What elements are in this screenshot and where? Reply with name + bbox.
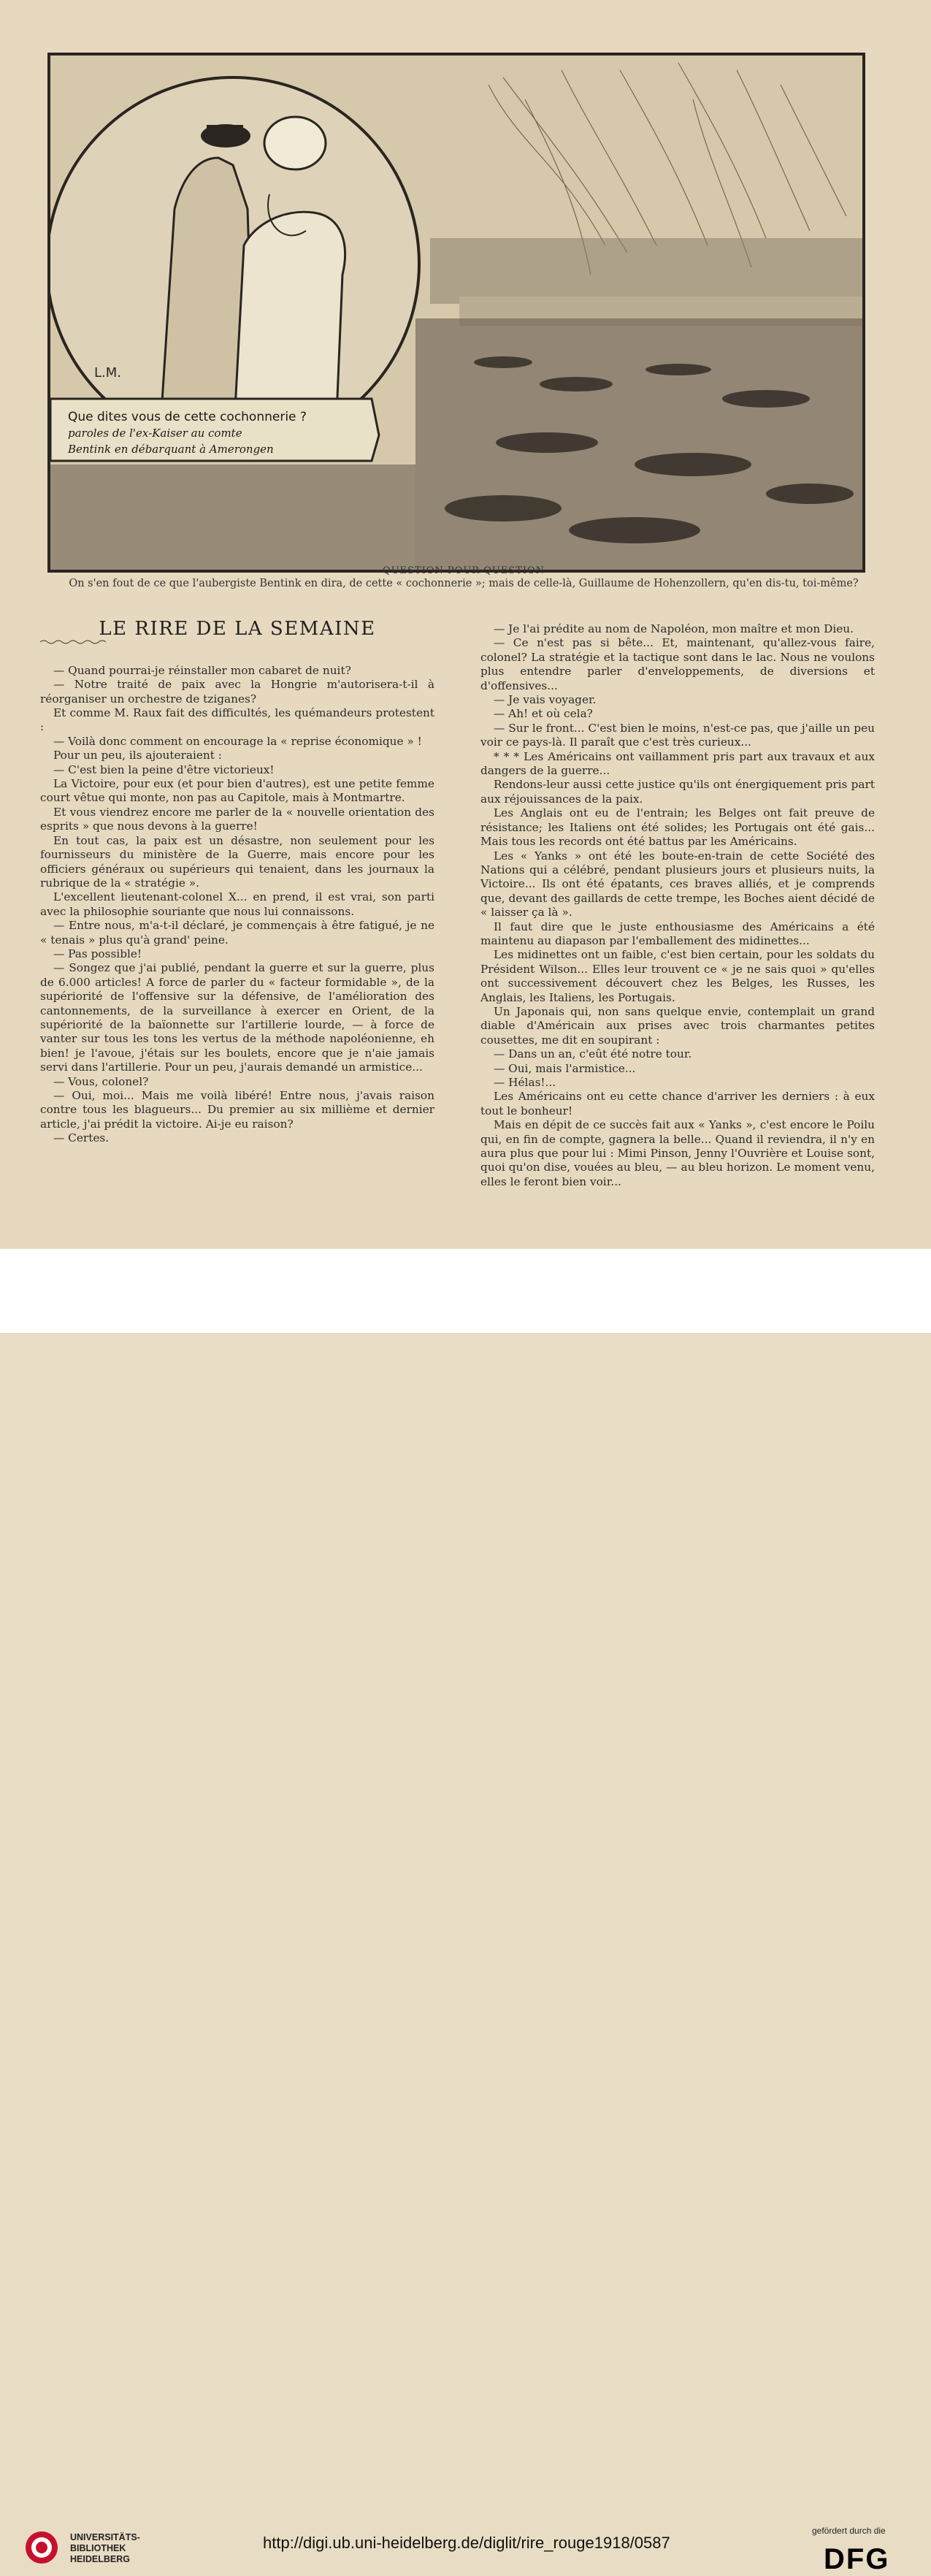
paragraph: Il faut dire que le juste enthousiasme des Américains a été maintenu au diapason par l'emballement des midinettes...	[480, 920, 875, 947]
paragraph: — Hélas!...	[494, 1076, 556, 1089]
paragraph: Et comme M. Raux fait des difficultés, les quémandeurs protestent :	[40, 706, 434, 734]
paragraph: Les midinettes ont un faible, c'est bien certain, pour les soldats du Président Wilson... Elles leur trouvent ce « je ne sais quoi » qu'elles ont successivement découvert chez les Belges, les Russes, les Anglais, les Italiens, les Portugais.	[480, 948, 875, 1004]
article-heading: LE RIRE DE LA SEMAINE	[99, 618, 376, 640]
paragraph: — Quand pourrai-je réinstaller mon cabaret de nuit?	[53, 663, 351, 677]
cartoon-drawing	[50, 56, 862, 570]
paragraph: — Songez que j'ai publié, pendant la guerre et sur la guerre, plus de 6.000 articles! A force de parler du « facteur formidable », de la supériorité de l'offensive sur la défensive, de l'amélioration des cantonnements, de la surveillance à exercer en Orient, de la supériorité de la baïonnette sur l'artillerie lourde, — à force de vanter sur tous les tons les vertus de la méthode napoléonienne, eh bien! je l'avoue, j'étais sur les boulets, encore que je n'aie jamais servi dans l'artillerie. Pour un peu, j'aurais demandé un armistice...	[40, 961, 434, 1074]
paragraph: — Sur le front... C'est bien le moins, n'est-ce pas, que j'aille un peu voir ce pays-là. Il paraît que c'est très curieux...	[480, 721, 875, 749]
dfg-logo: DFG	[824, 2543, 890, 2575]
paragraph: — Ah! et où cela?	[494, 707, 593, 721]
paragraph: — Je vais voyager.	[494, 693, 597, 707]
paragraph: Rendons-leur aussi cette justice qu'ils ont énergiquement pris part aux réjouissances de la paix.	[480, 778, 875, 806]
paragraph: — Vous, colonel?	[53, 1074, 149, 1088]
article-left-column	[40, 618, 434, 1146]
permalink-url[interactable]: http://digi.ub.uni-heidelberg.de/diglit/rire_rouge1918/0587	[263, 2534, 670, 2552]
paragraph: — Voilà donc comment on encourage la « reprise économique » !	[53, 734, 422, 748]
paragraph: L'excellent lieutenant-colonel X... en prend, il est vrai, son parti avec la philosophie souriante que nous lui connaissons.	[40, 890, 434, 918]
institution-name: UNIVERSITÄTS- BIBLIOTHEK HEIDELBERG	[70, 2532, 140, 2564]
paragraph: — Dans un an, c'eût été notre tour.	[494, 1047, 692, 1061]
paragraph: Et vous viendrez encore me parler de la « nouvelle orientation des esprits » que nous devons à la guerre!	[40, 805, 434, 833]
artist-signature: L.M.	[94, 365, 122, 381]
attribution-line-2: Bentink en débarquant à Amerongen	[68, 443, 274, 456]
paragraph: — Ce n'est pas si bête... Et, maintenant, qu'allez-vous faire, colonel? La stratégie et la tactique sont dans le lac. Nous ne voulons plus entendre parler d'enveloppements, de diversions et d'offensives...	[480, 636, 875, 692]
paragraph: — Certes.	[53, 1131, 110, 1145]
digitization-footer	[0, 1249, 931, 2575]
paragraph: Pour un peu, ils ajouteraient :	[53, 749, 222, 763]
university-logo-icon	[25, 2531, 58, 2564]
paragraph: Les Anglais ont eu de l'entrain; les Belges ont fait preuve de résistance; les Italiens ont été solides; les Portugais ont été gais... Mais tous les records ont été battus par les Américains.	[480, 806, 875, 849]
paragraph: Les Américains ont eu cette chance d'arriver les derniers : à eux tout le bonheur!	[480, 1090, 875, 1117]
paragraph: — Oui, moi... Mais me voilà libéré! Entre nous, j'avais raison contre tous les blagueurs... Du premier au six millième et dernier article, j'ai prédit la victoire. Ai-je eu raison?	[40, 1089, 434, 1131]
paragraph: — Notre traité de paix avec la Hongrie m'autorisera-t-il à réorganiser un orchestre de tziganes?	[40, 678, 434, 706]
paragraph: * * * Les Américains ont vaillamment pris part aux travaux et aux dangers de la guerre...	[480, 749, 875, 778]
attribution-line-1: paroles de l'ex-Kaiser au comte	[68, 427, 242, 440]
caption-text: On s'en fout de ce que l'aubergiste Bentink en dira, de cette « cochonnerie »; mais de celle-là, Guillaume de Hohenzollern, qu'en dis-tu, toi-même?	[69, 578, 859, 589]
paragraph: — Pas possible!	[53, 947, 142, 960]
cartoon-illustration	[47, 53, 865, 573]
article-right-column	[480, 622, 875, 1189]
caption-title: QUESTION POUR QUESTION	[382, 565, 545, 576]
funded-by-label: gefördert durch die	[812, 2526, 886, 2536]
paragraph: — Je l'ai prédite au nom de Napoléon, mon maître et mon Dieu.	[494, 622, 854, 635]
heading-ornament	[40, 639, 106, 645]
paragraph: — Oui, mais l'armistice...	[494, 1061, 636, 1075]
paragraph: Les « Yanks » ont été les boute-en-train de cette Société des Nations qui a célébré, pendant plusieurs jours et plusieurs nuits, la Victoire... Ils ont été épatants, ces braves alliés, et je comprends que, devant des gaillards de cette trempe, les Boches aient décidé de « laisser ça là ».	[480, 849, 875, 920]
paragraph: Un Japonais qui, non sans quelque envie, contemplait un grand diable d'Américain aux prises avec trois charmantes petites cousettes, me dit en soupirant :	[480, 1004, 875, 1047]
paragraph: — Entre nous, m'a-t-il déclaré, je commençais à être fatigué, je ne « tenais » plus qu'à grand' peine.	[40, 919, 434, 947]
paragraph: — C'est bien la peine d'être victorieux!	[53, 763, 275, 776]
illustration-caption	[44, 565, 884, 589]
scanned-page	[0, 0, 931, 1249]
speech-line: Que dites vous de cette cochonnerie ?	[68, 410, 307, 424]
paragraph: En tout cas, la paix est un désastre, non seulement pour les fournisseurs du ministère de la Guerre, mais encore pour les officiers généraux ou supérieurs qui tenaient, dans les journaux la rubrique de la « stratégie ».	[40, 833, 434, 890]
paragraph: Mais en dépit de ce succès fait aux « Yanks », c'est encore le Poilu qui, en fin de compte, gagnera la belle... Quand il reviendra, il n'y en aura plus que pour lui : Mimi Pinson, Jenny l'Ouvrière et Louise sont, quoi qu'on dise, vouées au bleu, — au bleu horizon. Le moment venu, elles le feront bien voir...	[480, 1118, 875, 1188]
paragraph: La Victoire, pour eux (et pour bien d'autres), est une petite femme court vêtue qui monte, non pas au Capitole, mais à Montmartre.	[40, 777, 434, 805]
